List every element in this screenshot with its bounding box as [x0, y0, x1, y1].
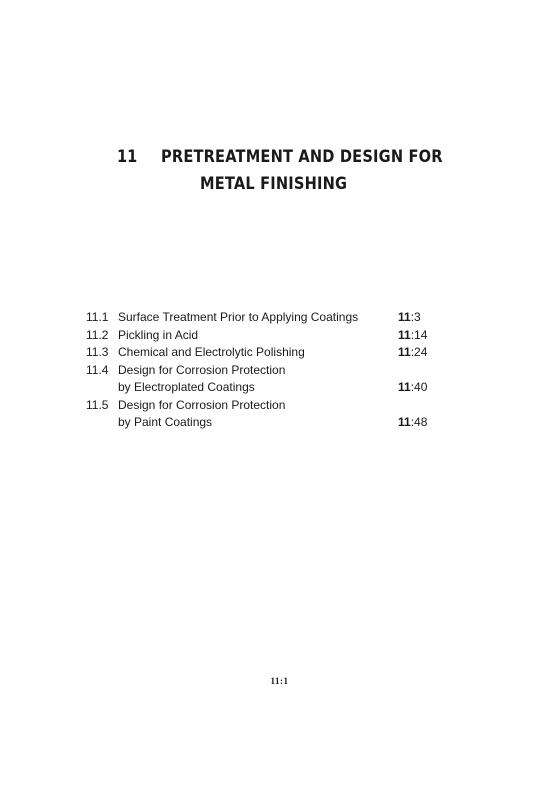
toc-page-number: 3 [414, 310, 421, 324]
toc-page-ref [398, 328, 427, 342]
toc-page-ref [398, 310, 421, 324]
toc-section-title: Surface Treatment Prior to Applying Coatings [118, 310, 359, 324]
toc-page-number: 14 [414, 327, 428, 342]
toc-section-title: Design for Corrosion Protection [118, 362, 286, 377]
chapter-number: 11 [117, 147, 138, 167]
toc-row [0, 363, 559, 381]
toc-page-ref [398, 345, 427, 359]
toc-section-title: Chemical and Electrolytic Polishing [118, 345, 305, 359]
toc-section-title: Design for Corrosion Protection [118, 397, 286, 412]
toc-page-separator: : [410, 310, 415, 324]
toc-page-separator: : [410, 327, 415, 342]
toc-section-number: 11.5 [86, 397, 109, 412]
table-of-contents [0, 310, 559, 433]
toc-section-number: 11.2 [86, 327, 109, 342]
toc-section-title-continued: by Electroplated Coatings [118, 380, 255, 394]
toc-page-chapter: 11 [398, 345, 411, 359]
toc-page-chapter: 11 [398, 327, 411, 342]
toc-page-separator: : [410, 415, 415, 429]
toc-page-chapter: 11 [398, 415, 411, 429]
chapter-title-line-1: PRETREATMENT AND DESIGN FOR [161, 147, 443, 167]
toc-page-number: 40 [414, 380, 428, 394]
toc-page-ref [398, 380, 427, 394]
chapter-title-line-2: METAL FINISHING [200, 174, 348, 194]
toc-row [0, 310, 559, 328]
toc-section-title-continued: by Paint Coatings [118, 415, 213, 429]
page-folio: 11:1 [270, 676, 289, 686]
toc-page-ref [398, 415, 427, 429]
toc-page-chapter: 11 [398, 310, 411, 324]
toc-page-separator: : [410, 345, 415, 359]
toc-row [0, 415, 559, 433]
toc-row [0, 328, 559, 346]
toc-page-chapter: 11 [398, 380, 411, 394]
toc-page-separator: : [410, 380, 415, 394]
toc-section-number: 11.4 [86, 362, 109, 377]
toc-section-title: Pickling in Acid [118, 327, 199, 342]
toc-row [0, 380, 559, 398]
toc-section-number: 11.3 [86, 345, 109, 359]
toc-row [0, 398, 559, 416]
toc-section-number: 11.1 [86, 310, 109, 324]
toc-page-number: 24 [414, 345, 428, 359]
toc-row [0, 345, 559, 363]
toc-page-number: 48 [414, 415, 428, 429]
